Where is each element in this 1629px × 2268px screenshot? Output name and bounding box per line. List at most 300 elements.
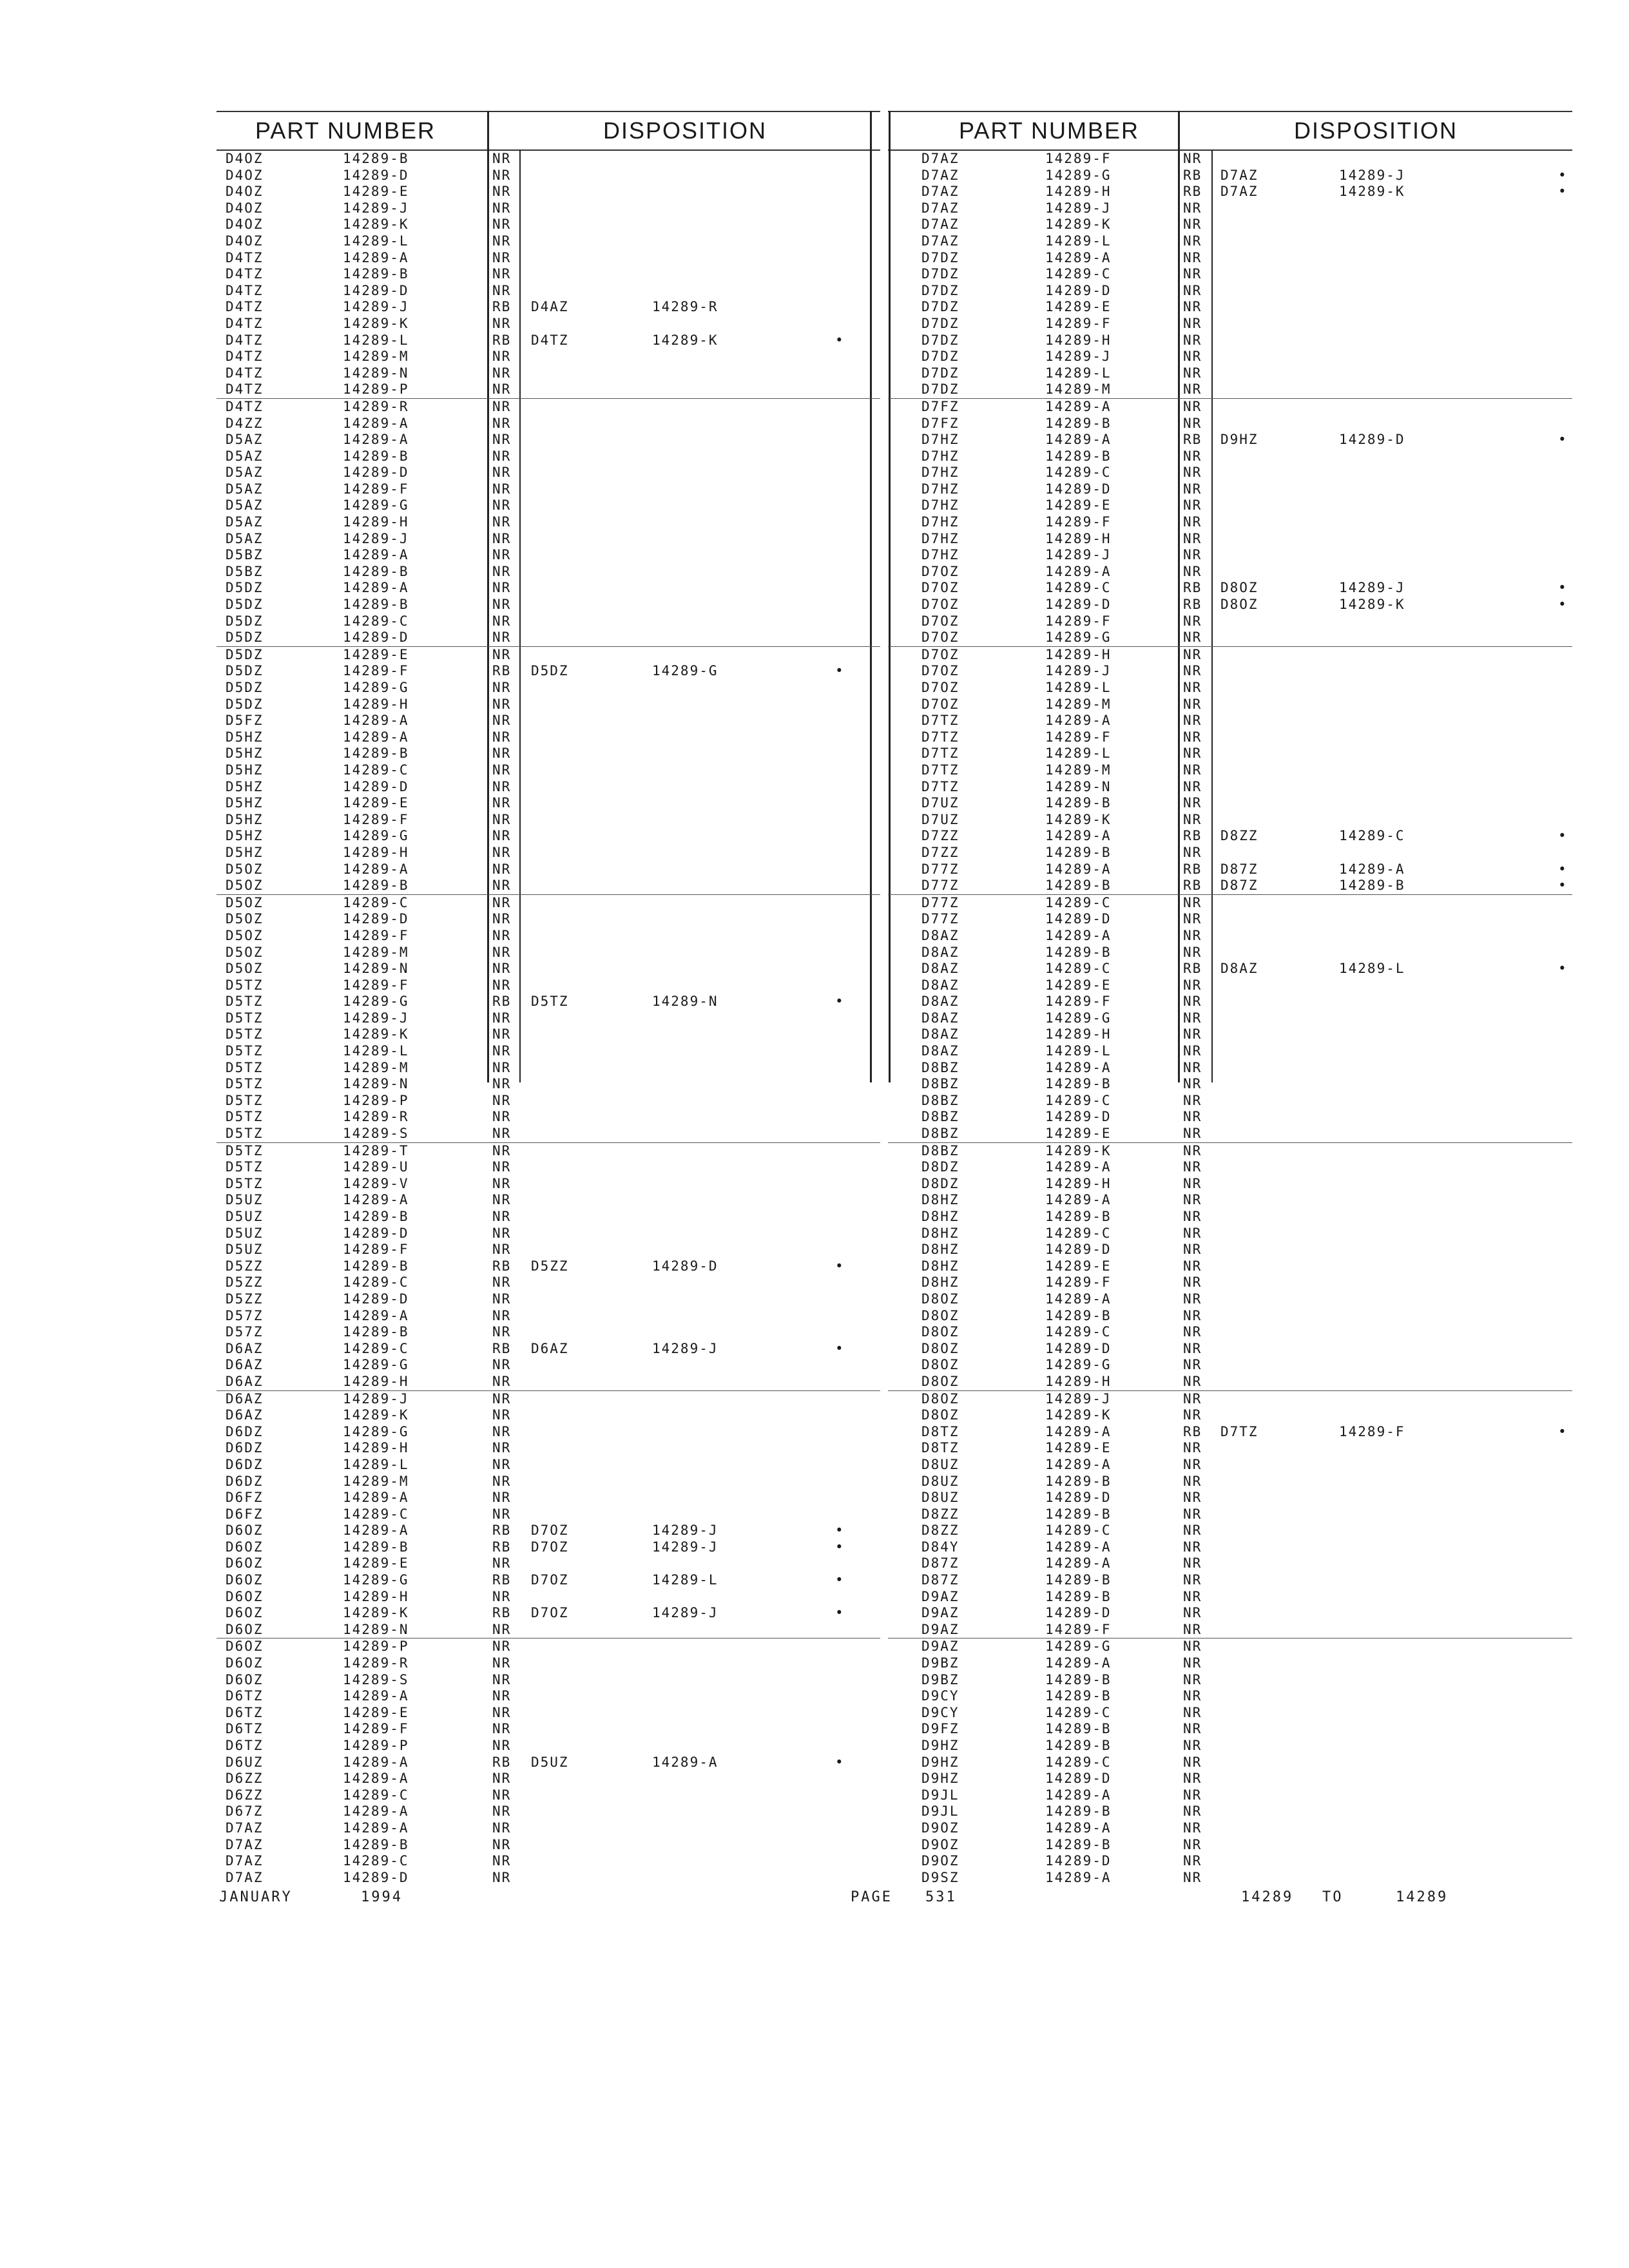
part-suffix: 14289-J bbox=[343, 299, 409, 315]
part-suffix: 14289-N bbox=[343, 961, 409, 977]
part-prefix: D6UZ bbox=[226, 1754, 264, 1770]
table-row bbox=[888, 200, 1572, 217]
table-row bbox=[888, 1143, 1572, 1160]
table-row bbox=[217, 1555, 880, 1572]
replacement-suffix: 14289-J bbox=[652, 1523, 718, 1539]
table-row bbox=[217, 1589, 880, 1606]
disposition-code: NR bbox=[1183, 1506, 1202, 1522]
part-suffix: 14289-F bbox=[343, 977, 409, 993]
part-suffix: 14289-H bbox=[343, 514, 409, 530]
table-row bbox=[217, 1258, 880, 1275]
table-row bbox=[888, 895, 1572, 912]
table-row bbox=[888, 1639, 1572, 1655]
table-row bbox=[217, 812, 880, 829]
part-prefix: D8AZ bbox=[921, 961, 959, 977]
disposition-code: NR bbox=[1183, 1076, 1202, 1092]
table-row bbox=[217, 1440, 880, 1457]
part-prefix: D8HZ bbox=[921, 1225, 959, 1241]
part-prefix: D5TZ bbox=[226, 1126, 264, 1142]
part-prefix: D7AZ bbox=[921, 184, 959, 200]
disposition-code: NR bbox=[492, 530, 512, 546]
disposition-code: NR bbox=[1183, 994, 1202, 1010]
disposition-code: RB bbox=[1183, 1423, 1202, 1439]
part-prefix: D8AZ bbox=[921, 977, 959, 993]
part-suffix: 14289-D bbox=[1045, 1490, 1112, 1506]
part-prefix: D9HZ bbox=[921, 1771, 959, 1787]
disposition-code: NR bbox=[492, 861, 512, 877]
part-suffix: 14289-H bbox=[343, 1440, 409, 1456]
disposition-code: NR bbox=[492, 1869, 512, 1885]
disposition-code: NR bbox=[1183, 448, 1202, 464]
disposition-code: NR bbox=[492, 1076, 512, 1092]
part-suffix: 14289-B bbox=[343, 563, 409, 579]
part-suffix: 14289-J bbox=[343, 1010, 409, 1026]
part-suffix: 14289-B bbox=[343, 1324, 409, 1340]
table-row bbox=[217, 1523, 880, 1539]
part-suffix: 14289-A bbox=[1045, 1820, 1112, 1836]
part-suffix: 14289-B bbox=[1045, 1076, 1112, 1092]
part-suffix: 14289-A bbox=[343, 1490, 409, 1506]
table-row bbox=[888, 1258, 1572, 1275]
disposition-code: NR bbox=[492, 811, 512, 827]
disposition-code: NR bbox=[1183, 1043, 1202, 1059]
disposition-code: NR bbox=[492, 1490, 512, 1506]
part-suffix: 14289-L bbox=[343, 233, 409, 249]
part-prefix: D7OZ bbox=[921, 696, 959, 712]
part-suffix: 14289-B bbox=[1045, 1307, 1112, 1323]
part-prefix: D6DZ bbox=[226, 1423, 264, 1439]
part-prefix: D6AZ bbox=[226, 1407, 264, 1423]
part-prefix: D5AZ bbox=[226, 481, 264, 497]
table-row bbox=[217, 547, 880, 564]
table-row bbox=[217, 1639, 880, 1655]
part-prefix: D6AZ bbox=[226, 1340, 264, 1356]
table-row bbox=[888, 448, 1572, 465]
table-row bbox=[217, 1126, 880, 1143]
disposition-code: NR bbox=[492, 944, 512, 960]
footer-range-to-label: TO bbox=[1322, 1889, 1344, 1905]
part-prefix: D5AZ bbox=[226, 448, 264, 464]
table-row bbox=[217, 729, 880, 746]
disposition-code: NR bbox=[492, 1225, 512, 1241]
part-prefix: D6OZ bbox=[226, 1539, 264, 1555]
replacement-prefix: D8ZZ bbox=[1220, 828, 1258, 844]
table-row bbox=[888, 977, 1572, 994]
left-rows bbox=[217, 151, 880, 1886]
table-row bbox=[888, 1803, 1572, 1820]
part-suffix: 14289-E bbox=[1045, 1440, 1112, 1456]
table-row bbox=[888, 1209, 1572, 1225]
disposition-code: NR bbox=[492, 415, 512, 431]
replacement-suffix: 14289-R bbox=[652, 299, 718, 315]
table-row bbox=[217, 1060, 880, 1077]
part-prefix: D7AZ bbox=[226, 1820, 264, 1836]
disposition-code: NR bbox=[1183, 1688, 1202, 1704]
table-row bbox=[217, 1506, 880, 1523]
table-row bbox=[217, 713, 880, 729]
part-prefix: D9CY bbox=[921, 1704, 959, 1720]
part-suffix: 14289-D bbox=[343, 1225, 409, 1241]
part-prefix: D7HZ bbox=[921, 432, 959, 448]
table-row bbox=[888, 1721, 1572, 1738]
table-row bbox=[888, 1341, 1572, 1358]
disposition-code: NR bbox=[492, 1059, 512, 1075]
disposition-code: NR bbox=[1183, 1853, 1202, 1869]
table-row bbox=[888, 1705, 1572, 1722]
part-suffix: 14289-J bbox=[1045, 663, 1112, 679]
disposition-code: RB bbox=[492, 1572, 512, 1588]
marker: • bbox=[835, 1572, 845, 1588]
table-row bbox=[217, 332, 880, 349]
part-suffix: 14289-A bbox=[1045, 828, 1112, 844]
part-suffix: 14289-B bbox=[1045, 1688, 1112, 1704]
table-row bbox=[217, 762, 880, 779]
disposition-code: NR bbox=[1183, 613, 1202, 629]
replacement-suffix: 14289-K bbox=[1339, 184, 1405, 200]
marker: • bbox=[835, 1754, 845, 1770]
part-suffix: 14289-F bbox=[1045, 613, 1112, 629]
table-row bbox=[888, 1192, 1572, 1209]
part-suffix: 14289-H bbox=[343, 696, 409, 712]
table-row bbox=[888, 945, 1572, 961]
disposition-code: NR bbox=[1183, 1721, 1202, 1737]
table-row bbox=[888, 1424, 1572, 1441]
replacement-suffix: 14289-G bbox=[652, 663, 718, 679]
disposition-code: NR bbox=[1183, 894, 1202, 910]
disposition-code: RB bbox=[1183, 597, 1202, 613]
part-prefix: D8AZ bbox=[921, 927, 959, 943]
part-prefix: D4OZ bbox=[226, 184, 264, 200]
table-row bbox=[217, 1655, 880, 1672]
disposition-code: RB bbox=[492, 1605, 512, 1621]
disposition-code: NR bbox=[492, 465, 512, 481]
disposition-code: NR bbox=[492, 696, 512, 712]
disposition-code: NR bbox=[1183, 249, 1202, 265]
table-row bbox=[217, 1076, 880, 1093]
part-suffix: 14289-R bbox=[343, 1109, 409, 1125]
part-prefix: D77Z bbox=[921, 911, 959, 927]
table-row bbox=[217, 1424, 880, 1441]
part-suffix: 14289-G bbox=[343, 497, 409, 514]
disposition-code: RB bbox=[492, 1258, 512, 1274]
disposition-code: NR bbox=[492, 878, 512, 894]
table-row bbox=[888, 250, 1572, 267]
part-prefix: D6OZ bbox=[226, 1639, 264, 1655]
part-prefix: D8TZ bbox=[921, 1423, 959, 1439]
table-row bbox=[217, 1572, 880, 1589]
table-row bbox=[888, 1308, 1572, 1325]
table-row bbox=[888, 1820, 1572, 1837]
table-row bbox=[217, 1043, 880, 1060]
table-row bbox=[217, 399, 880, 416]
part-prefix: D7OZ bbox=[921, 597, 959, 613]
part-prefix: D5TZ bbox=[226, 1175, 264, 1191]
table-row bbox=[888, 697, 1572, 713]
table-row bbox=[217, 1738, 880, 1754]
disposition-code: NR bbox=[1183, 1159, 1202, 1175]
table-row bbox=[217, 1803, 880, 1820]
part-suffix: 14289-F bbox=[1045, 315, 1112, 331]
part-suffix: 14289-B bbox=[1045, 1572, 1112, 1588]
table-row bbox=[217, 365, 880, 382]
part-prefix: D6FZ bbox=[226, 1490, 264, 1506]
part-prefix: D4TZ bbox=[226, 365, 264, 381]
part-suffix: 14289-M bbox=[343, 349, 409, 365]
part-suffix: 14289-G bbox=[343, 828, 409, 844]
part-suffix: 14289-F bbox=[343, 927, 409, 943]
disposition-code: NR bbox=[492, 167, 512, 183]
table-row bbox=[217, 1225, 880, 1242]
disposition-code: NR bbox=[492, 894, 512, 910]
disposition-code: NR bbox=[492, 233, 512, 249]
part-suffix: 14289-J bbox=[1045, 349, 1112, 365]
disposition-code: NR bbox=[1183, 1803, 1202, 1820]
replacement-suffix: 14289-L bbox=[652, 1572, 718, 1588]
part-prefix: D8HZ bbox=[921, 1242, 959, 1258]
part-suffix: 14289-R bbox=[343, 1655, 409, 1671]
table-row bbox=[888, 481, 1572, 498]
part-prefix: D7UZ bbox=[921, 811, 959, 827]
marker: • bbox=[1558, 597, 1568, 613]
part-suffix: 14289-C bbox=[343, 1274, 409, 1291]
part-suffix: 14289-G bbox=[343, 994, 409, 1010]
table-row bbox=[217, 349, 880, 365]
part-suffix: 14289-A bbox=[343, 713, 409, 729]
part-prefix: D5TZ bbox=[226, 1159, 264, 1175]
table-row bbox=[888, 299, 1572, 316]
disposition-code: NR bbox=[1183, 646, 1202, 662]
table-row bbox=[217, 911, 880, 928]
replacement-suffix: 14289-J bbox=[652, 1605, 718, 1621]
part-suffix: 14289-M bbox=[1045, 762, 1112, 778]
disposition-code: NR bbox=[1183, 233, 1202, 249]
table-row bbox=[888, 745, 1572, 762]
part-suffix: 14289-C bbox=[1045, 894, 1112, 910]
part-prefix: D8ZZ bbox=[921, 1523, 959, 1539]
disposition-code: NR bbox=[1183, 1242, 1202, 1258]
part-prefix: D7DZ bbox=[921, 365, 959, 381]
part-suffix: 14289-B bbox=[1045, 944, 1112, 960]
part-prefix: D9HZ bbox=[921, 1738, 959, 1753]
part-suffix: 14289-E bbox=[343, 1555, 409, 1571]
replacement-suffix: 14289-N bbox=[652, 994, 718, 1010]
footer-page-number: 531 bbox=[925, 1889, 957, 1905]
disposition-code: NR bbox=[492, 184, 512, 200]
part-suffix: 14289-E bbox=[343, 795, 409, 811]
disposition-code: NR bbox=[492, 729, 512, 745]
part-suffix: 14289-F bbox=[1045, 1621, 1112, 1637]
table-row bbox=[217, 629, 880, 647]
part-prefix: D7DZ bbox=[921, 299, 959, 315]
part-suffix: 14289-C bbox=[1045, 1092, 1112, 1108]
part-suffix: 14289-K bbox=[1045, 1407, 1112, 1423]
part-prefix: D7AZ bbox=[921, 200, 959, 216]
part-suffix: 14289-C bbox=[1045, 1704, 1112, 1720]
disposition-code: NR bbox=[492, 1373, 512, 1389]
replacement-prefix: D4TZ bbox=[531, 332, 569, 348]
table-row bbox=[217, 1176, 880, 1193]
table-row bbox=[888, 845, 1572, 861]
part-prefix: D7ZZ bbox=[921, 844, 959, 860]
table-row bbox=[888, 349, 1572, 365]
disposition-code: NR bbox=[1183, 1440, 1202, 1456]
part-suffix: 14289-K bbox=[343, 1605, 409, 1621]
part-prefix: D87Z bbox=[921, 1572, 959, 1588]
part-prefix: D5DZ bbox=[226, 680, 264, 695]
part-suffix: 14289-D bbox=[1045, 282, 1112, 298]
part-suffix: 14289-F bbox=[1045, 994, 1112, 1010]
table-row bbox=[217, 1026, 880, 1043]
part-prefix: D8HZ bbox=[921, 1274, 959, 1291]
table-row bbox=[217, 1672, 880, 1689]
disposition-code: NR bbox=[1183, 680, 1202, 695]
part-prefix: D6DZ bbox=[226, 1456, 264, 1472]
part-prefix: D8TZ bbox=[921, 1440, 959, 1456]
part-suffix: 14289-F bbox=[1045, 151, 1112, 166]
table-row bbox=[217, 945, 880, 961]
part-suffix: 14289-A bbox=[1045, 432, 1112, 448]
part-prefix: D8DZ bbox=[921, 1175, 959, 1191]
disposition-code: NR bbox=[1183, 1307, 1202, 1323]
disposition-code: NR bbox=[492, 1324, 512, 1340]
part-prefix: D7TZ bbox=[921, 778, 959, 794]
disposition-code: NR bbox=[492, 448, 512, 464]
disposition-code: NR bbox=[1183, 1258, 1202, 1274]
table-row bbox=[888, 432, 1572, 448]
part-suffix: 14289-D bbox=[1045, 911, 1112, 927]
table-row bbox=[217, 1391, 880, 1408]
disposition-code: NR bbox=[1183, 1704, 1202, 1720]
part-suffix: 14289-A bbox=[343, 861, 409, 877]
table-row bbox=[217, 1688, 880, 1705]
table-row bbox=[217, 1407, 880, 1424]
part-suffix: 14289-M bbox=[343, 1059, 409, 1075]
part-prefix: D6TZ bbox=[226, 1721, 264, 1737]
part-prefix: D4OZ bbox=[226, 216, 264, 233]
table-row bbox=[217, 580, 880, 597]
part-prefix: D77Z bbox=[921, 861, 959, 877]
marker: • bbox=[1558, 828, 1568, 844]
table-row bbox=[217, 1820, 880, 1837]
table-row bbox=[217, 432, 880, 448]
part-prefix: D5DZ bbox=[226, 696, 264, 712]
disposition-code: NR bbox=[492, 1357, 512, 1373]
part-prefix: D7OZ bbox=[921, 613, 959, 629]
table-row bbox=[217, 779, 880, 796]
table-row bbox=[217, 613, 880, 630]
replacement-suffix: 14289-L bbox=[1339, 961, 1405, 977]
table-row bbox=[217, 184, 880, 200]
part-prefix: D5TZ bbox=[226, 1043, 264, 1059]
part-suffix: 14289-H bbox=[1045, 530, 1112, 546]
disposition-code: NR bbox=[492, 1092, 512, 1108]
part-prefix: D7TZ bbox=[921, 729, 959, 745]
footer-page-label: PAGE bbox=[851, 1889, 892, 1905]
disposition-code: NR bbox=[1183, 1142, 1202, 1158]
table-row bbox=[217, 564, 880, 581]
disposition-code: NR bbox=[1183, 1671, 1202, 1687]
disposition-code: NR bbox=[1183, 1621, 1202, 1637]
part-prefix: D77Z bbox=[921, 894, 959, 910]
disposition-code: NR bbox=[1183, 200, 1202, 216]
part-suffix: 14289-B bbox=[343, 151, 409, 166]
table-row bbox=[217, 416, 880, 432]
part-suffix: 14289-D bbox=[1045, 597, 1112, 613]
disposition-code: NR bbox=[492, 1639, 512, 1655]
disposition-code: NR bbox=[1183, 1209, 1202, 1224]
table-row bbox=[217, 1853, 880, 1870]
disposition-code: NR bbox=[492, 1803, 512, 1820]
disposition-code: NR bbox=[492, 1836, 512, 1852]
disposition-code: NR bbox=[1183, 1754, 1202, 1770]
marker: • bbox=[835, 994, 845, 1010]
marker: • bbox=[1558, 184, 1568, 200]
part-suffix: 14289-L bbox=[343, 1456, 409, 1472]
table-row bbox=[888, 1043, 1572, 1060]
right-column bbox=[888, 111, 1572, 1886]
part-prefix: D7DZ bbox=[921, 332, 959, 348]
part-suffix: 14289-E bbox=[1045, 299, 1112, 315]
disposition-code: NR bbox=[1183, 1473, 1202, 1489]
part-suffix: 14289-A bbox=[1045, 1456, 1112, 1472]
part-prefix: D8UZ bbox=[921, 1473, 959, 1489]
part-prefix: D9FZ bbox=[921, 1721, 959, 1737]
disposition-code: NR bbox=[492, 1721, 512, 1737]
table-row bbox=[217, 977, 880, 994]
part-prefix: D7OZ bbox=[921, 646, 959, 662]
part-suffix: 14289-E bbox=[1045, 1126, 1112, 1142]
table-row bbox=[217, 647, 880, 664]
part-prefix: D7AZ bbox=[921, 233, 959, 249]
table-row bbox=[888, 1490, 1572, 1506]
part-prefix: D5HZ bbox=[226, 828, 264, 844]
disposition-code: NR bbox=[1183, 1407, 1202, 1423]
part-prefix: D8BZ bbox=[921, 1109, 959, 1125]
table-row bbox=[888, 779, 1572, 796]
part-suffix: 14289-H bbox=[343, 1588, 409, 1604]
part-suffix: 14289-K bbox=[343, 315, 409, 331]
part-prefix: D5TZ bbox=[226, 1109, 264, 1125]
table-row bbox=[888, 795, 1572, 812]
part-prefix: D6OZ bbox=[226, 1605, 264, 1621]
part-prefix: D5OZ bbox=[226, 894, 264, 910]
part-prefix: D4TZ bbox=[226, 282, 264, 298]
disposition-code: NR bbox=[1183, 1373, 1202, 1389]
disposition-code: NR bbox=[492, 1407, 512, 1423]
table-row bbox=[888, 497, 1572, 514]
disposition-code: NR bbox=[492, 1307, 512, 1323]
part-prefix: D5BZ bbox=[226, 563, 264, 579]
part-prefix: D5DZ bbox=[226, 613, 264, 629]
disposition-code: NR bbox=[492, 1274, 512, 1291]
part-prefix: D8OZ bbox=[921, 1373, 959, 1389]
part-prefix: D9JL bbox=[921, 1787, 959, 1803]
marker: • bbox=[835, 1523, 845, 1539]
left-header bbox=[217, 111, 880, 151]
disposition-code: NR bbox=[1183, 514, 1202, 530]
part-prefix: D8HZ bbox=[921, 1258, 959, 1274]
part-prefix: D8OZ bbox=[921, 1407, 959, 1423]
disposition-heading: DISPOSITION bbox=[603, 117, 767, 144]
part-suffix: 14289-G bbox=[343, 1572, 409, 1588]
disposition-code: NR bbox=[1183, 1010, 1202, 1026]
disposition-code: NR bbox=[1183, 1340, 1202, 1356]
table-row bbox=[888, 1010, 1572, 1027]
part-prefix: D8UZ bbox=[921, 1490, 959, 1506]
part-prefix: D7OZ bbox=[921, 563, 959, 579]
part-prefix: D5DZ bbox=[226, 663, 264, 679]
part-suffix: 14289-M bbox=[1045, 696, 1112, 712]
